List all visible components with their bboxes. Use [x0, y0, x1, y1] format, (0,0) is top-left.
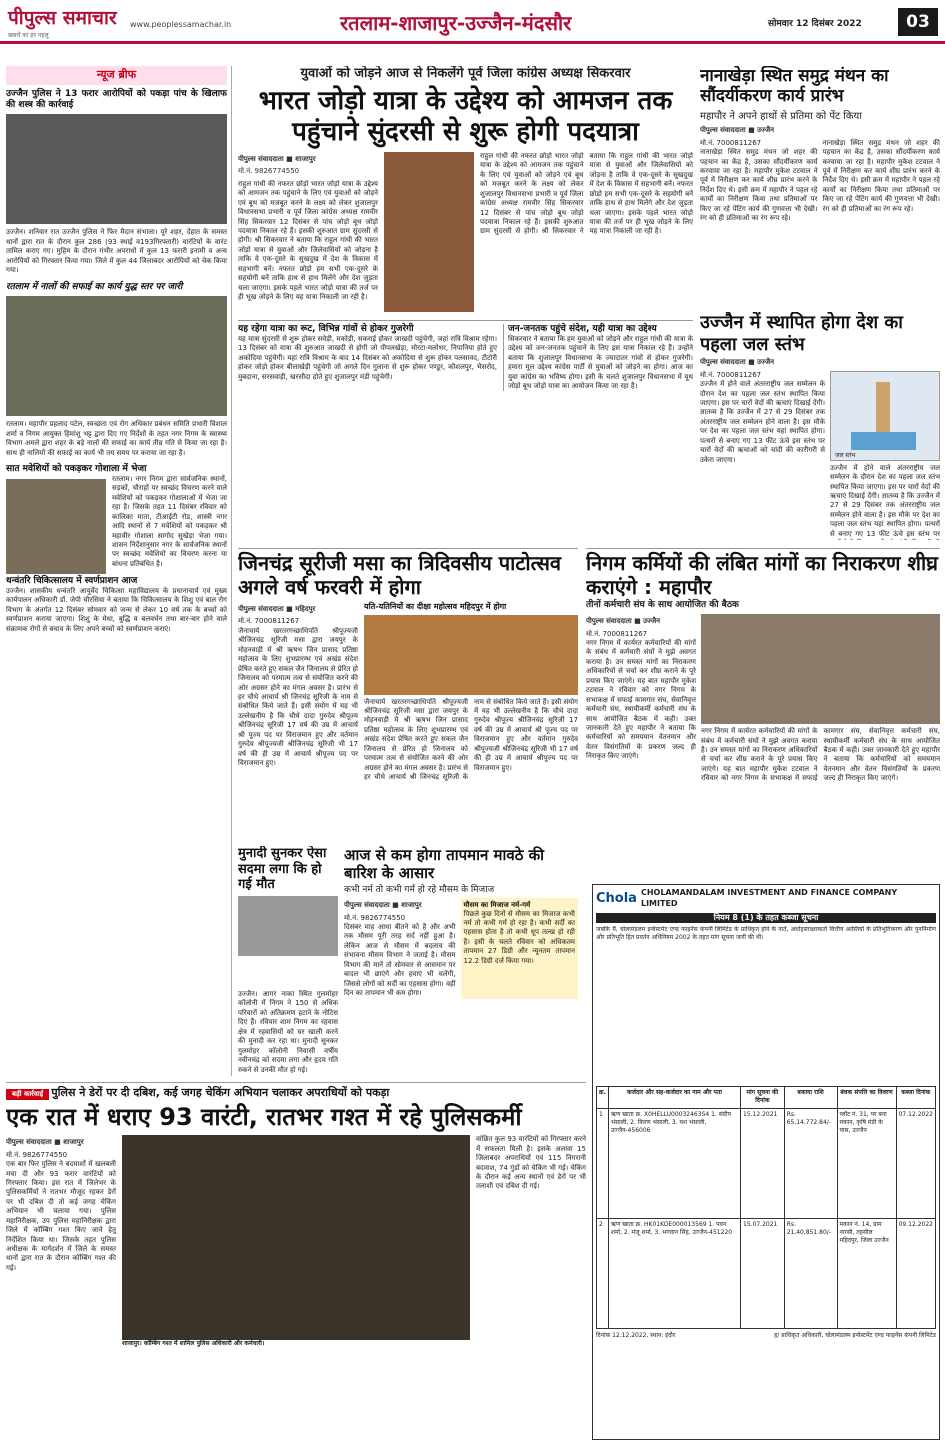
jinchandra-text: जैनाचार्य खरतरगच्छाधिपति श्रीपूज्यजी श्रीजिनचंद्र सूरिजी मसा द्वारा जयपुर के मोहनवाड़ी में श्री ऋषभ जिन प्रासाद प्रतिष्ठा महोत्सव के लिए शुभप्रारम्भ एवं अखंड संदेश प्रेषित करते हुए सकल जैन जिनालय से प्रेरित हो जिनालय को परमात्म तत्व से संयोजित करने की ओर अग्रसर होने का मंगल अवसर है। प्रारंभ से हर चौथे आचार्य श्री जिनचंद्र सूरिजी के नाम से संबोधित किये जाते हैं। इसी संयोग में यह भी उल्लेखनीय है कि चौथे दादा गुरुदेव श्रीपूज्य श्रीजिनचंद्र सूरिजी 17 वर्ष की उम्र में आचार्य श्री पूज्य पद पर विराजमान हुए और वर्तमान गुरुदेव श्रीपूज्यजी श्रीजिनचंद्र सूरिजी भी 17 वर्ष की ही उम्र में आचार्य श्रीपूज्य पद पर विराजमान हुए।: [238, 626, 358, 767]
nanakheda-mobile: मो.नं. 7000811267: [700, 138, 762, 147]
nanakheda-text-2: नानाखेड़ा स्थित समुद्र मंथन जो शहर की पहचान का केंद्र है, उसका सौंदर्यीकरण कार्य करवाया जा रहा है। महापौर मुकेश टटवाल ने पूर्व में निरीक्षण कर कार्य शीघ्र प्रारंभ करने के निर्देश दिए थे। इसी क्रम में महापौर ने पहल रहे कार्यों का निरीक्षण किया तथा प्रतिमाओं पर किए जा रहे पेंटिंग कार्य की गुणवत्ता भी देखी। रंग को ही प्रतिमाओं का रंग रूप रहे।: [822, 138, 940, 213]
weather-text: दिसंबर माह आधा बीतने को है और अभी तक मौसम पूरी तरह सर्द नहीं हुआ है। लेकिन आज से मौसम में बदलाव की संभावना मौसम विभाग ने जताई है। मौसम विभाग की मानें तो सोमवार से आसमान पर बादल भी छाएंगे और हवाएं भी चलेंगी, जिससे लोगों को सर्दी का एहसास होगा। वहीं दिन का तापमान भी कम होगा।: [344, 923, 456, 998]
brief-4-text: उज्जैन। शासकीय धन्वंतरि आयुर्वेद चिकित्सा महाविद्यालय के प्रधानाचार्य एवं मुख्य कार्यपालन अधिकारी डॉ. जेपी चौरसिया ने बताया कि चिकित्सालय के शिशु एवं बाल रोग विभाग के अंतर्गत 12 दिसंबर सोमवार को जन्म से लेकर 10 वर्ष तक के बच्चों को स्वर्णप्राशन कराया जाएगा। शिशु के मेधा, बुद्धि व बलवर्धन तथा बार-बार होने वाले संक्रामक रोगों से बचाव के लिए अपने बच्चों को स्वर्णप्राशन कराएं।: [6, 586, 227, 633]
nigam-title[interactable]: निगम कर्मियों की लंबित मांगों का निराकरण शीघ्र कराएंगे : महापौर: [586, 551, 938, 599]
nigam-text-2: नगर निगम में कार्यरत कर्मचारियों की मांगों के संबंध में कर्मचारी संघों ने मुझे अवगत कराया है। उन समस्त मांगों का निराकरण अधिकारियों से चर्चा कर शीघ्र कराने के पूरे प्रयास किए जाएंगे। यह बात महापौर मुकेश टटवाल ने रविवार को नगर निगम के सभाकक्ष में सफाई कामगार संघ, सेवानिवृत्त कर्मचारी संघ, स्थायीकर्मी कर्मचारी संघ के साथ आयोजित बैठक में कही। उक्त जानकारी देते हुए महापौर ने बताया कि कर्मचारियों को समयमान वेतनमान और वेतन विसंगतियों के प्रकरण जल्द ही निराकृत किए जाएंगे।: [701, 727, 940, 783]
ad-notice-title: नियम 8 (1) के तहत कब्जा सूचना: [596, 913, 936, 924]
police-kicker[interactable]: पुलिस ने डेरों पर दी दबिश, कई जगह चेकिंग अभियान चलाकर अपराधियों को पकड़ा: [51, 1086, 390, 1099]
lead-sub2-text: सिकरवार ने बताया कि हम युवाओं को जोड़ने और राहुल गांधी की यात्रा के उद्देश्य को जन-जनतक पहुंचाने के लिए इस यात्रा निकाल रहे हैं। उन्होंने बताया कि शुजालपुर विधानसभा के ज्यादातर गांवों से होकर गुजरेगी। हमारा मूल उद्देश्य कांग्रेस पार्टी से युवाओं को जोड़ने का होगा। आज का युवा कांग्रेस का भविष्य होगा। इसी के चलते शुजालपुर विधानसभा में यूथ जोड़ो बूथ जोड़ो यात्रा का आयोजन किया जा रहा है।: [508, 334, 693, 390]
nigam-sub: तीनों कर्मचारी संघ के साथ आयोजित की बैठक: [586, 600, 739, 610]
nigam-text: नगर निगम में कार्यरत कर्मचारियों की मांगों के संबंध में कर्मचारी संघों ने मुझे अवगत कराया है। उन समस्त मांगों का निराकरण अधिकारियों से चर्चा कर शीघ्र कराने के पूरे प्रयास किए जाएंगे। यह बात महापौर मुकेश टटवाल ने रविवार को नगर निगम के सभाकक्ष में सफाई कामगार संघ, सेवानिवृत्त कर्मचारी संघ, स्थायीकर्मी कर्मचारी संघ के साथ आयोजित बैठक में कही। उक्त जानकारी देते हुए महापौर ने बताया कि कर्मचारियों को समयमान वेतनमान और वेतन विसंगतियों के प्रकरण जल्द ही निराकृत किए जाएंगे।: [586, 639, 696, 761]
jinchandra-sub: यति-यतिनियों का दीक्षा महोत्सव महिदपुर में होगा: [364, 602, 507, 611]
nigam-mobile: मो.नं. 7000811267: [586, 629, 648, 638]
nigam-byline: पीपुल्स संवाददाता ■ उज्जैन: [586, 617, 661, 626]
cholamandalam-notice: [592, 884, 940, 1440]
weather-story: [344, 846, 578, 1076]
police-title[interactable]: एक रात में धराए 93 वारंटी, रातभर गश्त में रहे पुलिसकर्मी: [6, 1103, 522, 1132]
jinchandra-text-2: जैनाचार्य खरतरगच्छाधिपति श्रीपूज्यजी श्रीजिनचंद्र सूरिजी मसा द्वारा जयपुर के मोहनवाड़ी में श्री ऋषभ जिन प्रासाद प्रतिष्ठा महोत्सव के लिए शुभप्रारम्भ एवं अखंड संदेश प्रेषित करते हुए सकल जैन जिनालय से प्रेरित हो जिनालय को परमात्म तत्व से संयोजित करने की ओर अग्रसर होने का मंगल अवसर है। प्रारंभ से हर चौथे आचार्य श्री जिनचंद्र सूरिजी के नाम से संबोधित किये जाते हैं। इसी संयोग में यह भी उल्लेखनीय है कि चौथे दादा गुरुदेव श्रीपूज्य श्रीजिनचंद्र सूरिजी 17 वर्ष की उम्र में आचार्य श्री पूज्य पद पर विराजमान हुए और वर्तमान गुरुदेव श्रीपूज्यजी श्रीजिनचंद्र सूरिजी भी 17 वर्ष की ही उम्र में आचार्य श्रीपूज्य पद पर विराजमान हुए।: [364, 697, 578, 782]
lead-sub2-title[interactable]: जन-जनतक पहुंचे संदेश, यही यात्रा का उद्देश्य: [508, 323, 657, 334]
lead-story: [238, 66, 693, 540]
pillar-byline: पीपुल्स संवाददाता ■ उज्जैन: [700, 358, 775, 367]
pillar-diagram: जल स्तंभ: [830, 371, 940, 461]
masthead: [0, 0, 945, 44]
nanakheda-text: नानाखेड़ा स्थित समुद्र मंथन जो शहर की पहचान का केंद्र है, उसका सौंदर्यीकरण कार्य करवाया जा रहा है। महापौर मुकेश टटवाल ने पूर्व में निरीक्षण कर कार्य शीघ्र प्रारंभ करने के निर्देश दिए थे। इसी क्रम में महापौर ने पहल रहे कार्यों का निरीक्षण किया तथा प्रतिमाओं पर किए जा रहे पेंटिंग कार्य की गुणवत्ता भी देखी। रंग को ही प्रतिमाओं का रंग रूप रहे।: [700, 148, 818, 223]
ad-footer-sign: ह/ प्राधिकृत अधिकारी, चोलामंडलम इन्वेस्टमेंट एण्ड फाइनेंस कंपनी लिमिटेड: [774, 1331, 936, 1339]
brief-4-title[interactable]: धन्वंतरि चिकित्सालय में स्वर्णप्राशन आज: [6, 575, 138, 586]
sikarwar-photo: [384, 152, 474, 312]
brand-logo[interactable]: पीपुल्स समाचार खबरों का हर पहलू: [8, 7, 117, 39]
weather-title[interactable]: आज से कम होगा तापमान मावठे की बारिश के आसार: [344, 846, 545, 882]
pillar-title[interactable]: उज्जैन में स्थापित होगा देश का पहला जल स्तंभ: [700, 312, 903, 355]
pillar-text: उज्जैन में होने वाले अंतरराष्ट्रीय जल सम्मेलन के दौरान देश का पहला जल स्तंभ स्थापित किया जाएगा। इस पर चारों वेदों की ऋचाएं दिखाई देंगी। ज्ञातव्य है कि उज्जैन में 27 से 29 दिसंबर तक अंतरराष्ट्रीय जल सम्मेलन होने वाला है। इस मौके पर देश का पहला जल स्तंभ यहां स्थापित होगा। पत्थरों से बनाए गए 13 फीट ऊंचे इस स्तंभ पर चारों वेदों की ऋचाओं को चांदी की कारीगरी से उकेरा जाएगा।: [700, 380, 825, 464]
munadi-body: उज्जैन। आगर नाका स्थित गुलमोहर कॉलोनी में निगम ने 150 से अधिक परिवारों को अतिक्रमण हटाने के नोटिस दिए हैं। रविवार शाम निगम का रहवास क्षेत्र में रहवासियों को घर खाली करने की मुनादी कर रहा था। मुनादी सुनकर गुलमोहर कॉलोनी निवासी वर्षीय नवीनचंद्र को सदमा लगा और हृदय गति रुकने से उनकी मौत हो गई।: [238, 990, 338, 1074]
lead-text-a: राहुल गांधी की नफरत छोड़ो भारत जोड़ो यात्रा के उद्देश्य को आमजन तक पहुंचाने के लिए एवं युवाओं को जोड़ने एवं बूथ को मजबूत करने के लक्ष्य को लेकर शुजालपुर विधानसभा प्रभारी व पूर्व जिला कांग्रेस अध्यक्ष रामवीर सिंह सिकरवार 12 दिसंबर से पांच जोड़ो बूथ जोड़ो पदयात्रा निकाल रहे हैं। इसकी शुरुआत ग्राम सुंदरसी से होगी। श्री सिकरवार ने बताया कि राहुल गांधी की भारत जोड़ो यात्रा से युवाओं और जिलेवासियों को जोड़ना है ताकि वे एक-दूसरे के सुखदुख में देश के विकास में सहभागी बनें। नफरत छोड़ो हम सभी एक-दूसरे के सहयोगी बनें ताकि हाथ से हाथ मिलेंगे और देश जुड़ता चला जाएगा। इसके पहले भारत जोड़ो यात्रा की तर्ज पर ही भूख जोड़ने के लिए यह यात्रा निकाली जा रही है।: [238, 179, 378, 302]
police-tag: बड़ी कार्रवाई: [6, 1089, 49, 1100]
police-vehicles-photo: [6, 114, 227, 224]
police-story: [6, 1082, 586, 1442]
weather-mobile: मो.नं. 9826774550: [344, 913, 406, 922]
lead-text-b: राहुल गांधी की नफरत छोड़ो भारत जोड़ो यात्रा के उद्देश्य को आमजन तक पहुंचाने के लिए एवं युवाओं को जोड़ने एवं बूथ को मजबूत करने के लक्ष्य को लेकर शुजालपुर विधानसभा प्रभारी व पूर्व जिला कांग्रेस अध्यक्ष रामवीर सिंह सिकरवार 12 दिसंबर से पांच जोड़ो बूथ जोड़ो पदयात्रा निकाल रहे हैं। इसकी शुरुआत ग्राम सुंदरसी से होगी। श्री सिकरवार ने बताया कि राहुल गांधी की भारत जोड़ो यात्रा से युवाओं और जिलेवासियों को जोड़ना है ताकि वे एक-दूसरे के सुखदुख में देश के विकास में सहभागी बनें। नफरत छोड़ो हम सभी एक-दूसरे के सहयोगी बनें ताकि हाथ से हाथ मिलेंगे और देश जुड़ता चला जाएगा। इसके पहले भारत जोड़ो यात्रा की तर्ज पर ही भूख जोड़ने के लिए यह यात्रा निकाली जा रही है।: [480, 151, 693, 236]
weather-byline: पीपुल्स संवाददाता ■ शाजापुर: [344, 901, 422, 910]
website-url[interactable]: www.peoplessamachar.in: [130, 20, 232, 29]
pillar-text-2: उज्जैन में होने वाले अंतरराष्ट्रीय जल सम्मेलन के दौरान देश का पहला जल स्तंभ स्थापित किया जाएगा। इस पर चारों वेदों की ऋचाएं दिखाई देंगी। ज्ञातव्य है कि उज्जैन में 27 से 29 दिसंबर तक अंतरराष्ट्रीय जल सम्मेलन होने वाला है। इस मौके पर देश का पहला जल स्तंभ यहां स्थापित होगा। पत्थरों से बनाए गए 13 फीट ऊंचे इस स्तंभ पर: [830, 463, 940, 538]
lead-sub1-title[interactable]: यह रहेगा यात्रा का रूट, विभिन्न गांवों से होकर गुजरेगी: [238, 323, 414, 334]
cattle-photo: [6, 479, 106, 574]
issue-date: सोमवार 12 दिसंबर 2022: [768, 19, 862, 29]
jinchandra-byline: पीपुल्स संवाददाता ■ महिदपुर: [238, 605, 316, 613]
table-row: 1 ऋण खाता क्र. X0HELLU00032463S4 1. संदीप भंसाली, 2. किरण भंसाली, 3. यश भंसाली, उज्जैन-456006 15.12.2021 Rs. 65,14,772.84/- प्लॉट नं. 31, पर बना मकान, कृषि मंडी के पास, उज्जैन 07.12.2022: [597, 1108, 936, 1218]
jinchandra-title[interactable]: जिनचंद्र सूरीजी मसा का त्रिदिवसीय पाटोत्सव अगले वर्ष फरवरी में होगा: [238, 551, 561, 599]
lead-mobile: मो.नं. 9826774550: [238, 167, 300, 176]
police-caption: शाजापुर। कॉम्बिंग गश्त में शामिल पुलिस अधिकारी और कर्मचारी।: [122, 1340, 265, 1348]
nanakheda-story: [700, 66, 940, 304]
brief-label: न्यूज ब्रीफ: [96, 68, 137, 81]
ad-footer-date: दिनांक 12.12.2022, स्थान: इंदौर: [596, 1331, 676, 1339]
region-title: रतलाम-शाजापुर-उज्जैन-मंदसौर: [340, 11, 572, 35]
police-mobile: मो.नं. 9826774550: [6, 1150, 68, 1159]
police-byline: पीपुल्स संवाददाता ■ शाजापुर: [6, 1138, 84, 1147]
chola-logo[interactable]: Chola: [596, 891, 637, 907]
lead-byline: पीपुल्स संवाददाता ■ शाजापुर: [238, 154, 316, 163]
weather-box: मौसम का मिजाज नर्म-गर्म पिछले कुछ दिनों से मौसम का मिजाज कभी नर्म तो कभी गर्म हो रहा है। कभी सर्दी का एहसास होता है तो कभी धूप तल्ख हो रही है। इसी के चलते रविवार को अधिकतम तापमान 27 डिग्री और न्यूनतम तापमान 12.2 डिग्री दर्ज किया गया।: [461, 898, 579, 998]
pillar-mobile: मो.नं. 7000811267: [700, 370, 762, 379]
news-brief-column: [6, 66, 232, 1076]
police-combing-photo: [122, 1135, 470, 1340]
munadi-photo: [238, 896, 338, 956]
brief-1-text: उज्जैन। शनिवार रात उज्जैन पुलिस ने फिर मैदान संभाला। पूरे शहर, देहात के समस्त थानों द्वारा रात के दौरान कुल 286 (93 स्थाई व193गिरफ्तारी) वारंटियों के वारंट तामिल कराए गए। मुहिम के दौरान गंभीर अपराधों में कुल 13 फरारी इनामी व अन्य आरोपियों को गिरफ्तार किया गया। जिले में कुल 44 जिलाबदर आरोपियों को चेक किया गया।: [6, 228, 227, 275]
nanakheda-byline: पीपुल्स संवाददाता ■ उज्जैन: [700, 126, 775, 135]
lead-sub1-text: यह यात्रा सुंदरसी से शुरू होकर सवेड़ी, मकोड़ी, सकराई होकर जाखदी पहुंचेगी, जहां रात्रि विश्राम रहेगा। 13 दिसंबर को यात्रा की शुरुआत जाखदी से होगी जो पीपलखेड़ा, मोरटा-मलोथर, निपानिया होते हुए अकोदिया पहुंचेगी। यहां रात्रि विश्राम के बाद 14 दिसंबर को अकोदिया से शुरू होकर पलसावद, टीटोरी होकर जोड़ो होकर बीलाखेड़ी पहुंचेगी जो अगले दिन गुलाना से शुरू होकर पण्डूर, कौशलपुर, भैसरोद, मुबदाना, सरसवाड़ी, खरसौदा होते हुए शुजालपुर मंडी पहुंचेगी।: [238, 334, 497, 381]
ad-intro: जबकि मैं, चोलामंडलम इन्वेस्टमेंट एण्ड फाइनेंस कंपनी लिमिटेड के प्राधिकृत होने के नाते, अधोहस्ताक्षरकर्ता वित्तीय आस्तियों के प्रतिभूतिकरण और पुनर्निर्माण और प्रतिभूति हित प्रवर्तन अधिनियम 2002 के तहत मांग सूचना जारी की थी।: [596, 926, 936, 942]
police-text: एक बार फिर पुलिस ने बदमाशों में खलबली मचा दी और 93 फरार वारंटियों को गिरफ्तार किया। इस रात में जिलेभर के पुलिसकर्मियों ने रातभर मौजूद रहकर डेरों पर भी दबिश दी तो कई जगह चेकिंग अभियान भी चलाया गया। पुलिस महानिरीक्षक, उप पुलिस महानिरीक्षक द्वारा जिले में कॉम्बिंग गश्त किए जाने हेतु निर्देशित किया था। जिसके तहत पुलिस अधीक्षक के मार्गदर्शन में जिले के समस्त थानों द्वारा रात के दौरान कॉम्बिंग गश्त की गई।: [6, 1160, 116, 1272]
ad-table: क्र. कर्जदार और सह-कर्जदार का नाम और पता मांग सूचना की दिनांक बकाया राशि बंधक संपत्ति का विवरण कब्जा दिनांक 1 ऋण खाता क्र. X0HELLU00032463S4 1. संदीप भंसाली, 2. किरण भंसाली, 3. यश भंसाली, उज्जैन-456006 15.12.2021 Rs. 65,14,772.84/- प्लॉट नं. 31, पर बना मकान, कृषि मंडी के पास, उज्जैन 07.12.2022 2 ऋण खाता क्र. HK01KOE000013569 1. पवन शर्मा, 2. मंजू शर्मा, 3. भगवान सिंह, उज्जैन-451220 15.07.2021 Rs. 21,40,851.80/- मकान नं. 14, ग्राम नारसी, तहसील महिदपुर, जिला उज्जैन 09.12.2022: [596, 1086, 936, 1328]
brief-2-text: रतलाम। महापौर प्रहलाद पटेल, स्वच्छता एवं रोग अधिकार प्रबंधन समिति प्रभारी विशाल शर्मा व निगम आयुक्त हिमांशु भट्ट द्वारा दिए गए निर्देशों के तहत नगर निगम के स्वास्थ्य विभाग अमले द्वारा शहर के बड़े नालों की सफाई का कार्य तीव्र गति से किया जा रहा है। साथ ही नालियों की सफाई का कार्य भी तय समय पर कराया जा रहा है।: [6, 420, 227, 457]
nigam-story: [586, 548, 940, 878]
table-row: 2 ऋण खाता क्र. HK01KOE000013569 1. पवन शर्मा, 2. मंजू शर्मा, 3. भगवान सिंह, उज्जैन-451220 15.07.2021 Rs. 21,40,851.80/- मकान नं. 14, ग्राम नारसी, तहसील महिदपुर, जिला उज्जैन 09.12.2022: [597, 1218, 936, 1328]
water-pillar-story: [700, 312, 940, 540]
jinchandra-story: [238, 548, 578, 840]
page-number: 03: [898, 8, 938, 36]
police-text-2: वांछित कुल 93 वारंटियों को गिरफ्तार करने में सफलता मिली है। इसके अलावा 15 जिलाबदर अपराधियों एवं 115 निगरानी बदमाश, 74 गुंडों को चेकिंग भी गई। चेकिंग के दौरान कई अन्य स्थानों एवं डेरों पर भी तलाशी एवं दबिश दी गई।: [476, 1135, 586, 1191]
brief-2-title[interactable]: रतलाम में नालों की सफाई का कार्य युद्ध स्तर पर जारी: [6, 281, 183, 292]
nigam-meeting-photo: [701, 614, 940, 724]
lead-kicker[interactable]: युवाओं को जोड़ने आज से निकलेंगे पूर्व जिला कांग्रेस अध्यक्ष सिकरवार: [300, 66, 631, 81]
munadi-title[interactable]: मुनादी सुनकर ऐसा सदमा लगा कि हो गई मौत: [238, 846, 327, 893]
brief-3-title[interactable]: सात मवेशियों को पकड़कर गोशाला में भेजा: [6, 464, 147, 475]
jinchandra-photo: [364, 615, 578, 695]
brief-3-text: रतलाम। नगर निगम द्वारा सार्वजनिक स्थानों, सड़कों, चौराहों पर स्वच्छंद विचरण करने वाले मवेशियों को पकड़कर गोशालाओं में भेजा जा रहा है। जिसके तहत 11 दिसंबर रविवार को कालिका माता, टीआईटी रोड, शास्त्री नगर आदि स्थानों से 7 मवेशियों को पकड़कर श्री महावीर गोशाला सागोद सुखेड़ा भेजा गया। शासन निर्देशानुसार नगर के सार्वजनिक स्थानों पर स्वच्छंद मवेशियों का विचरण करना या बांधना प्रतिबंधित है।: [112, 474, 227, 568]
ad-company: CHOLAMANDALAM INVESTMENT AND FINANCE COMPANY LIMITED: [640, 888, 898, 908]
brief-1-title[interactable]: उज्जैन पुलिस ने 13 फरार आरोपियों को पकड़ा पांच के खिलाफ की शस्त्र की कार्रवाई: [6, 88, 227, 110]
drain-cleaning-photo: [6, 296, 227, 416]
jinchandra-mobile: मो.नं. 7000811267: [238, 617, 300, 626]
weather-sub: कभी नर्म तो कभी गर्म हो रहे मौसम के मिजाज: [344, 885, 495, 895]
nanakheda-title[interactable]: नानाखेड़ा स्थित समुद्र मंथन का सौंदर्यीकरण कार्य प्रारंभ: [700, 66, 889, 107]
nanakheda-sub: महापौर ने अपने हाथों से प्रतिमा को पेंट किया: [700, 110, 862, 122]
lead-title[interactable]: भारत जोड़ो यात्रा के उद्देश्य को आमजन तक पहुंचाने सुंदरसी से शुरू होगी पदयात्रा: [258, 85, 673, 147]
